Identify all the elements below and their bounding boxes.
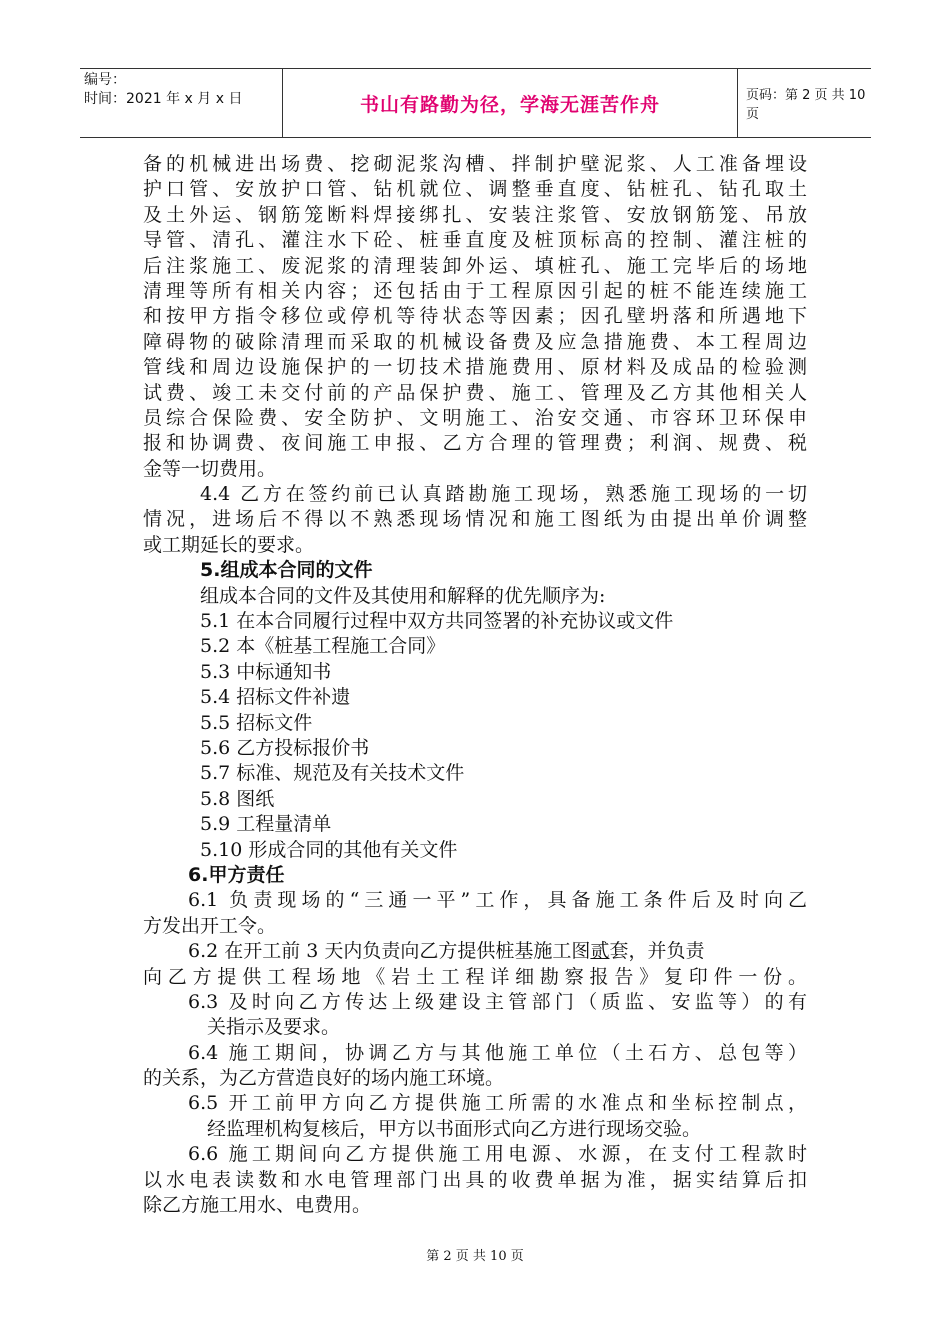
clause-6-3: 6.3 及时向乙方传达上级建设主管部门（质监、安监等）的有 [188,990,807,1013]
text-line: 护口管、安放护口管、钻机就位、调整垂直度、钻桩孔、钻孔取土 [143,178,807,201]
list-item: 5.6 乙方投标报价书 [200,736,370,759]
list-item: 5.5 招标文件 [200,711,313,734]
text-line: 的关系，为乙方营造良好的场内施工环境。 [143,1067,505,1090]
clause-6-2-text-tail: 套，并负责 [609,940,705,963]
list-item: 5.7 标准、规范及有关技术文件 [200,762,465,785]
text-line: 后注浆施工、废泥浆的清理装卸外运、填桩孔、施工完毕后的场地 [143,254,807,277]
clause-6-6: 6.6 施工期间向乙方提供施工用电源、水源，在支付工程款时 [188,1143,807,1166]
list-item: 5.10 形成合同的其他有关文件 [200,838,458,861]
text-line: 金等一切费用。 [143,457,277,480]
clause-6-5: 6.5 开工前甲方向乙方提供施工所需的水准点和坐标控制点， [188,1092,807,1115]
clause-6-4: 6.4 施工期间，协调乙方与其他施工单位（土石方、总包等） [188,1041,807,1064]
list-item: 5.1 在本合同履行过程中双方共同签署的补充协议或文件 [200,610,674,633]
list-item: 5.3 中标通知书 [200,660,332,683]
clause-6-2 [143,939,807,964]
text-line: 情况，进场后不得以不熟悉现场情况和施工图纸为由提出单价调整 [143,508,807,531]
text-line: 员综合保险费、安全防护、文明施工、治安交通、市容环卫环保申 [143,406,807,429]
clause-6-2-text: 6.2 在开工前 3 天内负责向乙方提供桩基施工图 [188,940,591,963]
text-line: 管线和周边设施保护的一切技术措施费用、原材料及成品的检验测 [143,356,807,379]
text-line: 除乙方施工用水、电费用。 [143,1194,372,1217]
text-line: 备的机械进出场费、挖砌泥浆沟槽、拌制护壁泥浆、人工准备埋设 [143,153,807,175]
section-heading-6: 6.甲方责任 [188,863,285,886]
text-line: 及土外运、钢筋笼断料焊接绑扎、安装注浆管、安放钢筋笼、吊放 [143,203,807,226]
text-line: 和按甲方指令移位或停机等待状态等因素；因孔壁坍落和所遇地下 [143,305,807,328]
text-line: 方发出开工令。 [143,914,277,937]
text-line: 向乙方提供工程场地《岩土工程详细勘察报告》复印件一份。 [143,965,807,988]
text-line: 经监理机构复核后，甲方以书面形式向乙方进行现场交验。 [207,1117,702,1140]
text-line: 试费、竣工未交付前的产品保护费、施工、管理及乙方其他相关人 [143,381,807,404]
text-line: 导管、清孔、灌注水下砼、桩垂直度及桩顶标高的控制、灌注桩的 [143,229,807,252]
document-number-label: 编号： [84,72,126,88]
copies-count: 贰 [590,940,610,963]
text-line: 障碍物的破除清理而采取的机械设备费及应急措施费、本工程周边 [143,330,807,353]
list-item: 5.9 工程量清单 [200,813,332,836]
list-item: 5.8 图纸 [200,787,275,810]
list-item: 5.2 本《桩基工程施工合同》 [200,635,446,658]
text-line: 关指示及要求。 [207,1016,341,1039]
text-line: 组成本合同的文件及其使用和解释的优先顺序为: [200,584,606,607]
clause-6-1: 6.1 负责现场的“三通一平”工作，具备施工条件后及时向乙 [188,889,807,912]
page-header [80,68,871,138]
text-line: 报和协调费、夜间施工申报、乙方合理的管理费；利润、规费、税 [143,432,807,455]
header-meta [80,69,283,137]
clause-4-4: 4.4 乙方在签约前已认真踏勘施工现场，熟悉施工现场的一切 [200,483,807,506]
text-line: 清理等所有相关内容；还包括由于工程原因引起的桩不能连续施工 [143,279,807,302]
text-line: 或工期延长的要求。 [143,533,315,556]
list-item: 5.4 招标文件补遗 [200,686,351,709]
text-line: 以水电表读数和水电管理部门出具的收费单据为准，据实结算后扣 [143,1168,807,1191]
document-date: 时间：2021 年 x 月 x 日 [84,91,243,107]
section-heading-5: 5.组成本合同的文件 [200,559,373,582]
document-body [143,152,807,1218]
page-footer: 第 2 页 共 10 页 [426,1249,524,1264]
header-motto: 书山有路勤为径，学海无涯苦作舟 [283,69,738,137]
header-page-info: 页码：第 2 页 共 10 页 [746,88,866,122]
